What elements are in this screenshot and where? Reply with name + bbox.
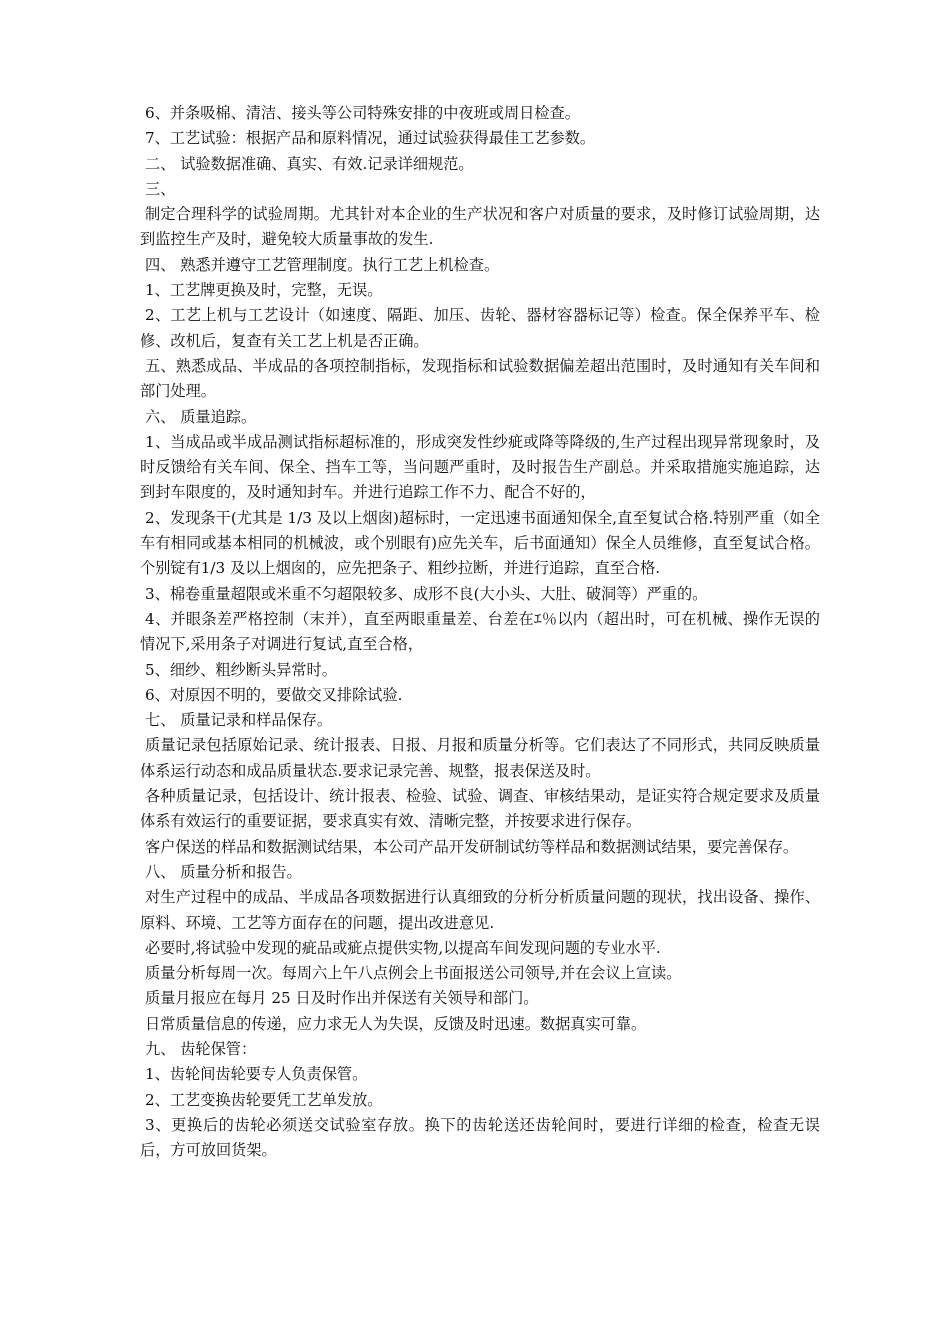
paragraph: 必要时,将试验中发现的疵品或疵点提供实物,以提高车间发现问题的专业水平. xyxy=(145,938,661,957)
document-body xyxy=(140,101,820,1163)
paragraph: 对生产过程中的成品、半成品各项数据进行认真细致的分析分析质量问题的现状，找出设备、操作、原料、环境、工艺等方面存在的问题，提出改进意见. xyxy=(140,888,820,932)
section-heading: 二、 试验数据准确、真实、有效.记录详细规范。 xyxy=(145,154,474,173)
paragraph: 6、对原因不明的，要做交叉排除试验. xyxy=(145,685,403,704)
section-heading: 九、 齿轮保管： xyxy=(145,1039,257,1058)
section-heading: 五、熟悉成品、半成品的各项控制指标，发现指标和试验数据偏差超出范围时，及时通知有关车间和部门处理。 xyxy=(140,356,820,401)
section-heading: 三、 xyxy=(145,179,176,198)
paragraph: 4、并眼条差严格控制（末并），直至两眼重量差、台差在ｴ％以内（超出时，可在机械、操作无误的情况下,采用条子对调进行复试,直至合格， xyxy=(140,609,820,654)
paragraph: 1、工艺牌更换及时，完整，无误。 xyxy=(145,281,383,300)
paragraph: 7、工艺试验：根据产品和原料情况，通过试验获得最佳工艺参数。 xyxy=(145,129,596,148)
paragraph: 质量分析每周一次。每周六上午八点例会上书面报送公司领导,并在会议上宣读。 xyxy=(145,964,682,983)
paragraph: 质量记录包括原始记录、统计报表、日报、月报和质量分析等。它们表达了不同形式，共同反映质量体系运行动态和成品质量状态.要求记录完善、规整，报表保送及时。 xyxy=(140,736,820,780)
paragraph: 5、细纱、粗纱断头异常时。 xyxy=(145,660,337,679)
paragraph: 2、发现条干(尤其是 1/3 及以上烟囱)超标时，一定迅速书面通知保全,直至复试合格.特别严重（如全车有相同或基本相同的机械波，或个别眼有)应先关车，后书面通知）保全人员维修，直至复试合格。个别锭有1/3 及以上烟囱的，应先把条子、粗纱拉断，并进行追踪，直至合格. xyxy=(140,508,820,578)
section-heading: 六、 质量追踪。 xyxy=(145,407,257,426)
paragraph: 质量月报应在每月 25 日及时作出并保送有关领导和部门。 xyxy=(145,989,539,1008)
paragraph: 6、并条吸棉、清洁、接头等公司特殊安排的中夜班或周日检查。 xyxy=(145,104,580,122)
paragraph: 制定合理科学的试验周期。尤其针对本企业的生产状况和客户对质量的要求，及时修订试验周期，达到监控生产及时，避免较大质量事故的发生. xyxy=(140,205,820,249)
paragraph: 各种质量记录，包括设计、统计报表、检验、试验、调查、审核结果动，是证实符合规定要求及质量体系有效运行的重要证据，要求真实有效、清晰完整，并按要求进行保存。 xyxy=(140,787,820,831)
paragraph: 2、工艺变换齿轮要凭工艺单发放。 xyxy=(145,1090,383,1109)
section-heading: 七、 质量记录和样品保存。 xyxy=(145,711,333,730)
paragraph: 3、更换后的齿轮必须送交试验室存放。换下的齿轮送还齿轮间时，要进行详细的检查，检查无误后，方可放回货架。 xyxy=(140,1115,820,1160)
section-heading: 四、 熟悉并遵守工艺管理制度。执行工艺上机检查。 xyxy=(145,255,500,274)
paragraph: 1、当成品或半成品测试指标超标准的，形成突发性纱疵或降等降级的,生产过程出现异常现象时，及时反馈给有关车间、保全、挡车工等，当问题严重时，及时报告生产副总。并采取措施实施追踪，达到封车限度的，及时通知封车。并进行追踪工作不力、配合不好的， xyxy=(140,432,820,502)
paragraph: 日常质量信息的传递，应力求无人为失误，反馈及时迅速。数据真实可靠。 xyxy=(145,1014,647,1033)
paragraph: 3、棉卷重量超限或米重不匀超限较多、成形不良(大小头、大肚、破洞等）严重的。 xyxy=(145,584,708,603)
paragraph: 1、齿轮间齿轮要专人负责保管。 xyxy=(145,1065,368,1084)
paragraph: 2、工艺上机与工艺设计（如速度、隔距、加压、齿轮、器材容器标记等）检查。保全保养平车、检修、改机后，复查有关工艺上机是否正确。 xyxy=(140,306,820,350)
section-heading: 八、 质量分析和报告。 xyxy=(145,862,302,881)
paragraph: 客户保送的样品和数据测试结果，本公司产品开发研制试纺等样品和数据测试结果，要完善保存。 xyxy=(145,837,799,856)
